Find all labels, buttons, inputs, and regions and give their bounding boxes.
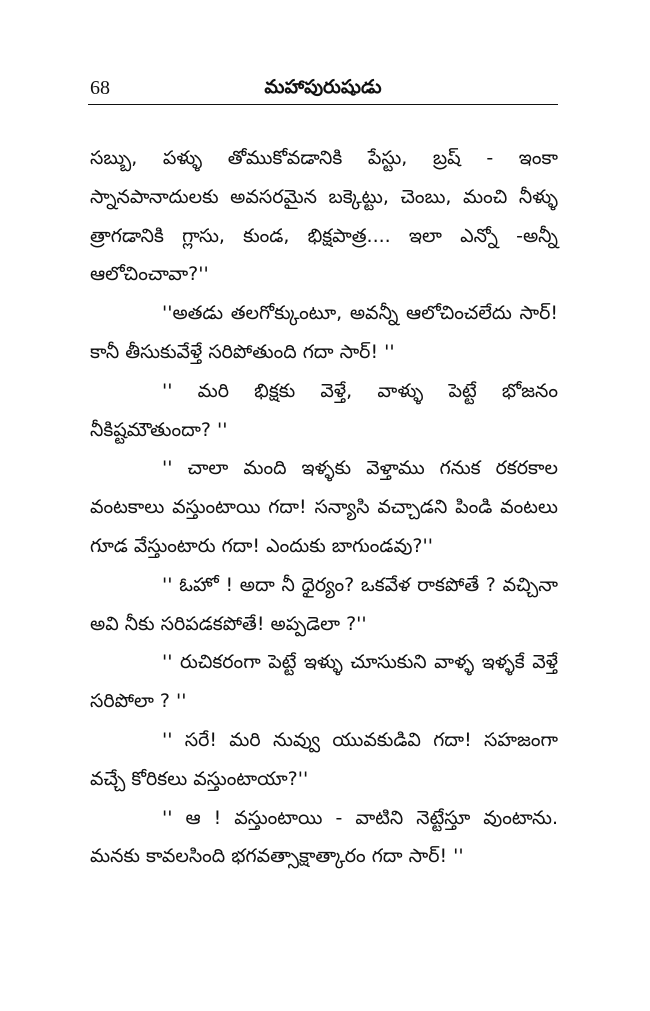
paragraph-2: ''అతడు తలగోక్కుంటూ, అవన్నీ ఆలోచించలేదు సార్! కానీ తీసుకువేళ్తే సరిపోతుంది గదా సార్! ''	[90, 302, 558, 363]
paragraph-3: '' మరి భిక్షకు వెళ్తే, వాళ్ళు పెట్టే భోజనం నీకిష్టమౌతుందా? ''	[90, 379, 558, 441]
page-number: 68	[90, 77, 110, 99]
header-divider	[88, 104, 558, 105]
paragraph-4: '' చాలా మంది ఇళ్ళకు వెళ్తాము గనుక రకరకాల వంటకాలు వస్తుంటాయి గదా! సన్యాసి వచ్చాడని పిండి వంటలు గూడ వేస్తుంటారు గదా! ఎందుకు బాగుండవు?''	[90, 457, 558, 557]
paragraph-5: '' ఓహో ! అదా నీ ధైర్యం? ఒకవేళ రాకపోతే ? వచ్చినా అవి నీకు సరిపడకపోతే! అప్పడెలా ?''	[90, 573, 558, 635]
paragraph-8: '' ఆ ! వస్తుంటాయి - వాటిని నెట్టేస్తూ వుంటాను. మనకు కావలసింది భగవత్సాక్షాత్కారం గదా సార్! ''	[90, 806, 558, 868]
book-title: మహాపురుషుడు	[264, 76, 382, 98]
paragraph-1: సబ్బు, పళ్ళు తోముకోవడానికి పేస్టు, బ్రష్ - ఇంకా స్నానపానాదులకు అవసరమైన బక్కెట్టు, చెంబు, మంచి నీళ్ళు త్రాగడానికి గ్లాసు, కుండ, భిక్షపాత్ర.... ఇలా ఎన్నో -అన్నీ ఆలోచించావా?''	[90, 147, 558, 286]
running-header	[88, 72, 558, 106]
paragraph-6: '' రుచికరంగా పెట్టే ఇళ్ళు చూసుకుని వాళ్ళ ఇళ్ళకే వెళ్తే సరిపోలా ? ''	[90, 651, 558, 713]
paragraph-7: '' సరే! మరి నువ్వు యువకుడివి గదా! సహజంగా వచ్చే కోరికలు వస్తుంటాయా?''	[90, 728, 558, 790]
body-text	[90, 139, 558, 876]
